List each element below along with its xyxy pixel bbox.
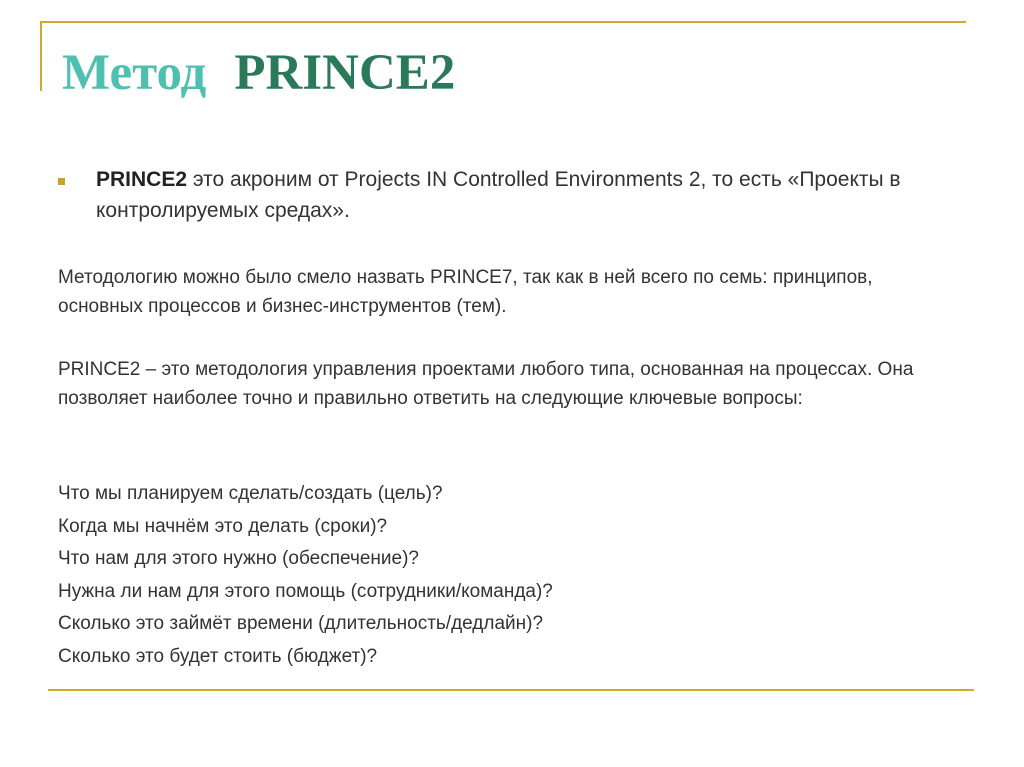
- frame-left-line: [40, 21, 42, 91]
- question-item: Что нам для этого нужно (обеспечение)?: [58, 548, 419, 570]
- bullet-item: [58, 164, 958, 226]
- question-item: Сколько это займёт времени (длительность/дедлайн)?: [58, 613, 544, 635]
- question-item: Сколько это будет стоить (бюджет)?: [58, 645, 378, 667]
- question-item: Когда мы начнём это делать (сроки)?: [58, 515, 388, 537]
- question-item: Нужна ли нам для этого помощь (сотрудники/команда)?: [58, 580, 553, 602]
- frame-bottom-line: [48, 689, 974, 691]
- frame-top-line: [40, 21, 966, 23]
- slide-title: [62, 38, 455, 108]
- title-word-prince2: PRINCE2: [234, 45, 456, 101]
- questions-list: [58, 478, 553, 674]
- bullet-definition: это акроним от Projects IN Controlled Environments 2, то есть «Проекты в контролируемых средах».: [96, 168, 901, 222]
- square-bullet-icon: [58, 178, 65, 185]
- title-word-method: Метод: [62, 45, 207, 101]
- paragraph-methodology: PRINCE2 – это методология управления проектами любого типа, основанная на процессах. Она позволяет наиболее точно и правильно ответить на следующие ключевые вопросы:: [58, 359, 914, 409]
- question-item: Что мы планируем сделать/создать (цель)?: [58, 483, 443, 504]
- paragraph-prince7: Методологию можно было смело назвать PRINCE7, так как в ней всего по семь: принципов, основных процессов и бизнес-инструментов (тем).: [58, 267, 873, 317]
- bullet-bold-term: PRINCE2: [96, 168, 188, 191]
- bullet-text: [96, 164, 958, 226]
